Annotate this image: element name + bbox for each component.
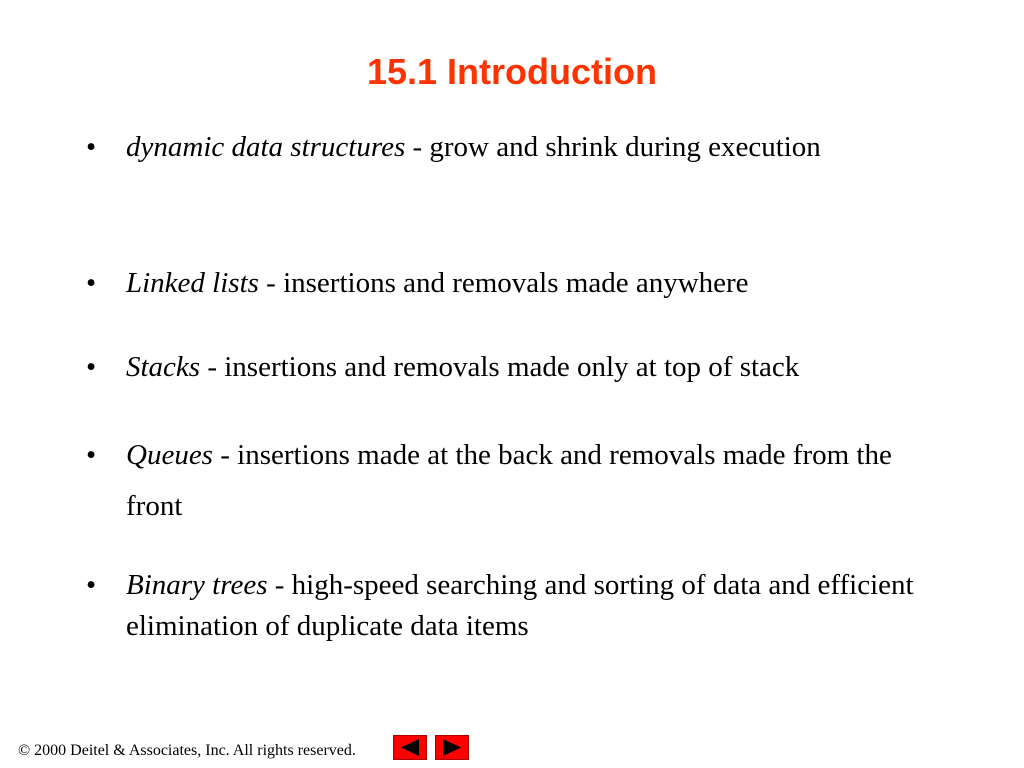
bullet-description: - grow and shrink during execution — [405, 131, 821, 163]
slide-title: 15.1 Introduction — [366, 51, 658, 92]
bullet-description: - insertions made at the back and removals made from the front — [126, 439, 892, 522]
bullet-description: - insertions and removals made anywhere — [258, 267, 749, 299]
bullet-text — [126, 263, 946, 304]
right-triangle-arrow-icon — [436, 736, 468, 759]
bullet-item-stacks — [86, 347, 946, 388]
bullet-term: Binary trees — [126, 569, 268, 601]
copyright-footer: © 2000 Deitel & Associates, Inc. All rights reserved. — [18, 742, 356, 759]
bullet-mark: • — [86, 267, 97, 299]
next-slide-button[interactable] — [435, 735, 469, 760]
bullet-term: Stacks — [126, 351, 201, 383]
bullet-text — [126, 430, 946, 532]
bullet-item-binary-trees — [86, 565, 946, 647]
bullet-description: - high-speed searching and sorting of data and efficient elimination of duplicate data items — [126, 569, 914, 642]
bullet-term: Queues — [126, 439, 213, 471]
left-triangle-arrow-icon — [394, 736, 426, 759]
bullet-mark: • — [86, 351, 97, 383]
bullet-description: - insertions and removals made only at top of stack — [200, 351, 800, 383]
bullet-item-dynamic-data-structures — [86, 127, 946, 168]
bullet-text — [126, 347, 946, 388]
bullet-mark: • — [86, 439, 97, 471]
bullet-text — [126, 127, 946, 168]
bullet-term: dynamic data structures — [126, 131, 406, 163]
bullet-mark: • — [86, 131, 97, 163]
previous-slide-button[interactable] — [393, 735, 427, 760]
bullet-item-linked-lists — [86, 263, 946, 304]
bullet-text — [126, 565, 946, 647]
bullet-item-queues — [86, 430, 946, 532]
bullet-term: Linked lists — [126, 267, 259, 299]
bullet-mark: • — [86, 569, 97, 601]
